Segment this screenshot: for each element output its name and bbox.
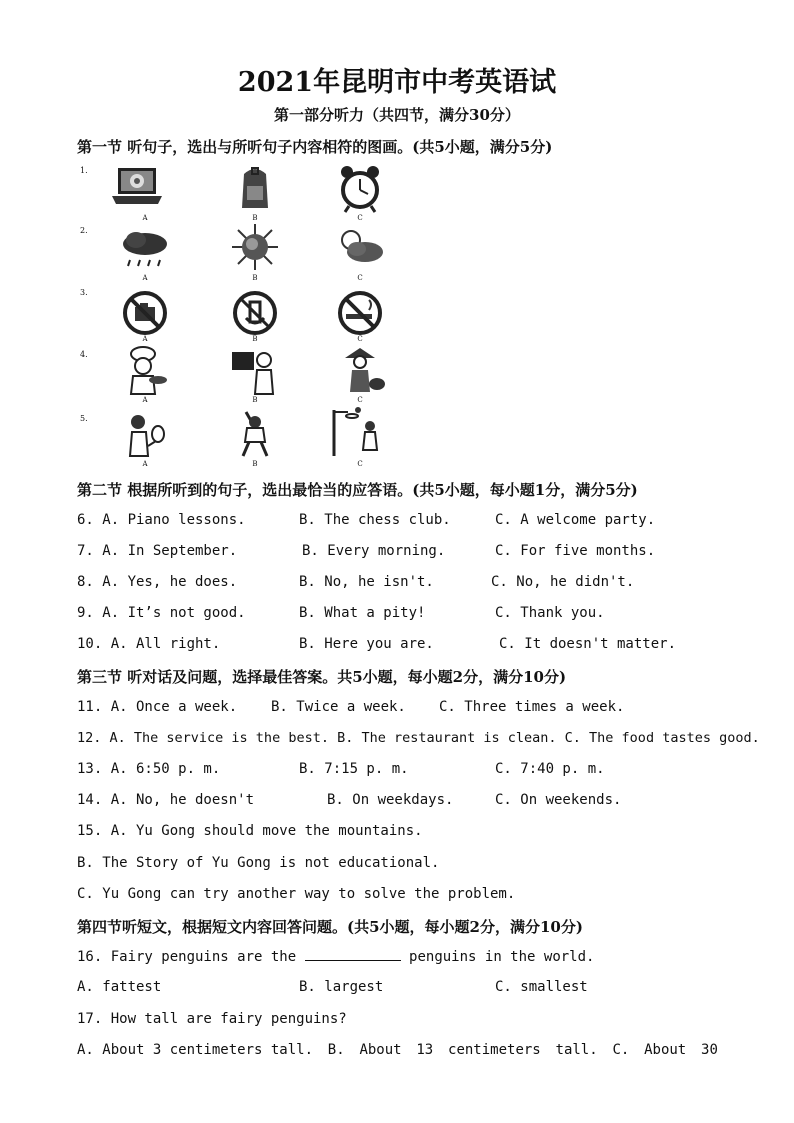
question-number: 2. — [80, 226, 88, 235]
option-label-c: C — [357, 214, 363, 222]
q16-stem-after: penguins in the world. — [409, 949, 595, 965]
q8-option-a[interactable]: 8. A. Yes, he does. — [77, 574, 238, 590]
q10-option-b[interactable]: B. Here you are. — [299, 636, 434, 652]
option-label-a: A — [142, 460, 148, 468]
q17-text: centimeters — [448, 1042, 541, 1058]
page-title: 2021年昆明市中考英语试 — [237, 67, 557, 98]
no-photography-sign-icon[interactable] — [118, 288, 172, 338]
part-heading: 第一部分听力（共四节，满分30分） — [274, 106, 520, 124]
option-label-b: B — [252, 460, 258, 468]
sun-icon[interactable] — [228, 222, 282, 272]
option-label-b: B — [252, 214, 258, 222]
q17-text: 13 — [416, 1042, 434, 1058]
q14-option-a[interactable]: 14. A. No, he doesn't — [77, 792, 255, 808]
q7-option-b[interactable]: B. Every morning. — [302, 543, 446, 559]
q15-option-b[interactable]: B. The Story of Yu Gong is not educational. — [77, 855, 440, 871]
question-number: 1. — [80, 166, 88, 175]
q16-option-b[interactable]: B. largest — [299, 979, 384, 995]
q15-option-c[interactable]: C. Yu Gong can try another way to solve the problem. — [77, 886, 516, 902]
tennis-player-icon[interactable] — [116, 410, 170, 460]
q12-options[interactable]: 12. A. The service is the best. B. The restaurant is clean. C. The food tastes good. — [77, 730, 760, 746]
option-label-c: C — [357, 274, 363, 282]
q6-option-c[interactable]: C. A welcome party. — [495, 512, 656, 528]
basketball-player-icon[interactable] — [330, 406, 384, 456]
q16-stem-before: 16. Fairy penguins are the — [77, 949, 297, 965]
q11-option-a[interactable]: 11. A. Once a week. — [77, 699, 238, 715]
laptop-icon[interactable] — [110, 164, 164, 214]
q9-option-c[interactable]: C. Thank you. — [495, 605, 605, 621]
q7-option-a[interactable]: 7. A. In September. — [77, 543, 238, 559]
answer-blank[interactable] — [305, 948, 401, 961]
option-label-a: A — [142, 396, 148, 404]
option-label-a: A — [142, 274, 148, 282]
partly-cloudy-icon[interactable] — [333, 224, 387, 274]
q17-text: A. About 3 centimeters tall. — [77, 1042, 314, 1058]
no-smoking-sign-icon[interactable] — [333, 288, 387, 338]
q17-text: About — [644, 1042, 687, 1058]
q9-option-b[interactable]: B. What a pity! — [299, 605, 426, 621]
q17-question: 17. How tall are fairy penguins? — [77, 1011, 347, 1027]
q11-option-c[interactable]: C. Three times a week. — [439, 699, 625, 715]
option-label-b: B — [252, 274, 258, 282]
q13-option-b[interactable]: B. 7:15 p. m. — [299, 761, 409, 777]
rain-cloud-icon[interactable] — [118, 228, 172, 278]
q17-text: 30 — [701, 1042, 718, 1058]
q10-option-c[interactable]: C. It doesn't matter. — [499, 636, 677, 652]
q6-option-a[interactable]: 6. A. Piano lessons. — [77, 512, 246, 528]
q15-option-a[interactable]: 15. A. Yu Gong should move the mountains. — [77, 823, 423, 839]
q16-option-c[interactable]: C. smallest — [495, 979, 588, 995]
question-number: 4. — [80, 350, 88, 359]
question-number: 5. — [80, 414, 88, 423]
q8-option-c[interactable]: C. No, he didn't. — [491, 574, 635, 590]
alarm-clock-icon[interactable] — [333, 164, 387, 214]
q14-option-c[interactable]: C. On weekends. — [495, 792, 622, 808]
q11-option-b[interactable]: B. Twice a week. — [271, 699, 406, 715]
option-label-c: C — [357, 335, 363, 343]
q13-option-c[interactable]: C. 7:40 p. m. — [495, 761, 605, 777]
no-littering-sign-icon[interactable] — [228, 288, 282, 338]
section-1-heading: 第一节 听句子，选出与所听句子内容相符的图画。(共5小题，满分5分) — [77, 138, 553, 156]
q7-option-c[interactable]: C. For five months. — [495, 543, 656, 559]
q9-option-a[interactable]: 9. A. It’s not good. — [77, 605, 246, 621]
option-label-a: A — [142, 214, 148, 222]
q17-text: B. — [327, 1042, 345, 1058]
section-3-heading: 第三节 听对话及问题，选择最佳答案。共5小题，每小题2分，满分10分) — [77, 668, 567, 686]
backpack-icon[interactable] — [228, 164, 282, 214]
q17-text: C. — [612, 1042, 630, 1058]
q8-option-b[interactable]: B. No, he isn't. — [299, 574, 434, 590]
q17-text: About — [359, 1042, 402, 1058]
q13-option-a[interactable]: 13. A. 6:50 p. m. — [77, 761, 221, 777]
q14-option-b[interactable]: B. On weekdays. — [327, 792, 454, 808]
option-label-b: B — [252, 396, 258, 404]
q16-option-a[interactable]: A. fattest — [77, 979, 162, 995]
section-4-heading: 第四节听短文，根据短文内容回答问题。(共5小题，每小题2分，满分10分) — [77, 918, 583, 936]
q16-stem — [77, 948, 594, 965]
q6-option-b[interactable]: B. The chess club. — [299, 512, 451, 528]
farmer-icon[interactable] — [333, 346, 387, 396]
teacher-icon[interactable] — [228, 346, 282, 396]
q17-text: tall. — [555, 1042, 598, 1058]
option-label-c: C — [357, 396, 363, 404]
q10-option-a[interactable]: 10. A. All right. — [77, 636, 221, 652]
q17-options[interactable] — [77, 1042, 718, 1058]
chef-icon[interactable] — [116, 346, 170, 396]
section-2-heading: 第二节 根据所听到的句子，选出最恰当的应答语。(共5小题，每小题1分，满分5分) — [77, 481, 638, 499]
option-label-b: B — [252, 335, 258, 343]
question-number: 3. — [80, 288, 88, 297]
baseball-player-icon[interactable] — [228, 408, 282, 458]
option-label-c: C — [357, 460, 363, 468]
option-label-a: A — [142, 335, 148, 343]
